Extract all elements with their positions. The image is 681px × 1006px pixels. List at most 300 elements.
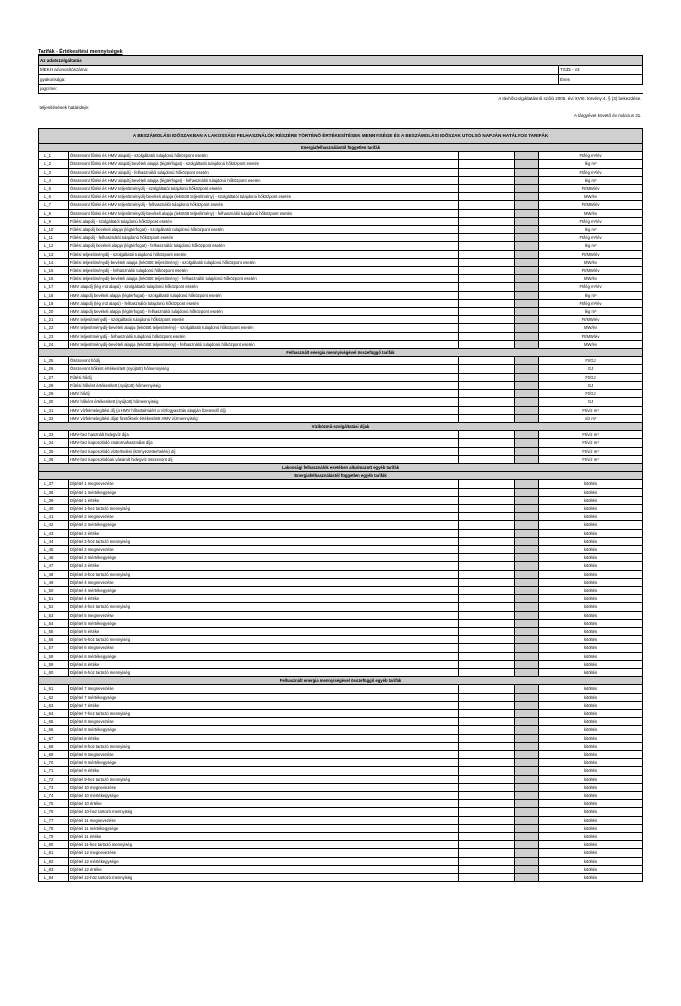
row-description: Díjtétel 11 megnevezése — [69, 816, 459, 824]
row-value-cell[interactable] — [459, 504, 515, 512]
row-grey-cell — [515, 267, 539, 275]
row-value-cell[interactable] — [459, 792, 515, 800]
row-value-cell[interactable] — [459, 865, 515, 873]
row-description: Összevont hőként értékesített (nyújtott) hőmennyiség — [69, 365, 459, 373]
row-value-cell[interactable] — [459, 833, 515, 841]
row-code: L_63 — [39, 701, 69, 709]
row-unit: kitöltés — [539, 775, 643, 783]
table-row — [39, 398, 643, 406]
row-code: L_36 — [39, 455, 69, 463]
row-unit: kitöltés — [539, 759, 643, 767]
row-description: Díjtétel 7 megnevezése — [69, 685, 459, 693]
row-code: L_74 — [39, 792, 69, 800]
table-row — [39, 357, 643, 365]
table-row — [39, 193, 643, 201]
row-value-cell[interactable] — [459, 324, 515, 332]
table-row — [39, 570, 643, 578]
row-description: HMV-hez használt hidegvíz díja — [69, 431, 459, 439]
row-description: Díjtétel 10-hez tartozó mennyiség — [69, 808, 459, 816]
row-value-cell[interactable] — [459, 759, 515, 767]
row-value-cell[interactable] — [459, 841, 515, 849]
row-value-cell[interactable] — [459, 291, 515, 299]
row-value-cell[interactable] — [459, 250, 515, 258]
row-unit: MW/év — [539, 209, 643, 217]
row-value-cell[interactable] — [459, 488, 515, 496]
table-row — [39, 258, 643, 266]
row-value-cell[interactable] — [459, 275, 515, 283]
row-description: Összevont hődíj — [69, 357, 459, 365]
row-unit: víz m³ — [539, 414, 643, 422]
row-value-cell[interactable] — [459, 636, 515, 644]
row-code: L_22 — [39, 324, 69, 332]
row-value-cell[interactable] — [459, 824, 515, 832]
row-value-cell[interactable] — [459, 439, 515, 447]
section-title: Víziközmű-szolgáltatási díjak — [39, 422, 643, 430]
row-unit: kitöltés — [539, 841, 643, 849]
row-code: L_52 — [39, 603, 69, 611]
row-description: Díjtétel 2 értéke — [69, 529, 459, 537]
row-description: HMV hőként értékesített (nyújtott) hőmennyiség — [69, 398, 459, 406]
table-row — [39, 414, 643, 422]
row-description: Díjtétel 5 értéke — [69, 627, 459, 635]
row-unit: kitöltés — [539, 578, 643, 586]
row-description: Díjtétel 11 értéke — [69, 833, 459, 841]
table-row — [39, 365, 643, 373]
row-unit: Ft/MW/év — [539, 185, 643, 193]
row-unit: kitöltés — [539, 595, 643, 603]
row-grey-cell — [515, 455, 539, 463]
row-grey-cell — [515, 291, 539, 299]
row-unit: kitöltés — [539, 496, 643, 504]
row-code: L_76 — [39, 808, 69, 816]
row-grey-cell — [515, 660, 539, 668]
table-row — [39, 742, 643, 750]
row-description: Díjtétel 1 értéke — [69, 496, 459, 504]
row-description: Díjtétel 3-hoz tartozó mennyiség — [69, 570, 459, 578]
row-description: Összevont fűtési és HMV alapdíj bevételi alapja (légtérfogat) - szolgáltatói tulajdonú hőközpont esetén — [69, 160, 459, 168]
row-description: Fűtési hőként értékesített (nyújtott) hőmennyiség — [69, 381, 459, 389]
row-value-cell[interactable] — [459, 193, 515, 201]
row-value-cell[interactable] — [459, 586, 515, 594]
row-value-cell[interactable] — [459, 521, 515, 529]
row-unit: Ft/MW/év — [539, 250, 643, 258]
table-row — [39, 168, 643, 176]
row-code: L_50 — [39, 586, 69, 594]
row-value-cell[interactable] — [459, 726, 515, 734]
row-description: Fűtési alapdíj - szolgáltatói tulajdonú hőközpont esetén — [69, 217, 459, 225]
table-row — [39, 545, 643, 553]
meta-label-frequency: gyakorisága: — [39, 75, 559, 85]
section-header-row — [39, 463, 643, 471]
row-description: HMV alapdíj bevételi alapja (légtérfogat) - felhasználói tulajdonú hőközpont esetén — [69, 308, 459, 316]
row-unit: kitöltés — [539, 480, 643, 488]
row-unit: Ft/víz m³ — [539, 439, 643, 447]
row-value-cell[interactable] — [459, 258, 515, 266]
table-row — [39, 201, 643, 209]
row-unit: kitöltés — [539, 718, 643, 726]
row-value-cell[interactable] — [459, 365, 515, 373]
row-value-cell[interactable] — [459, 316, 515, 324]
row-value-cell[interactable] — [459, 751, 515, 759]
table-row — [39, 529, 643, 537]
row-unit: kitöltés — [539, 586, 643, 594]
row-code: L_1 — [39, 152, 69, 160]
row-code: L_59 — [39, 660, 69, 668]
meta-deadline-label: teljesítésének határideje: — [39, 104, 90, 110]
meta-value-id: TS35 - v3 — [559, 65, 643, 75]
row-grey-cell — [515, 414, 539, 422]
row-description: Díjtétel 2-höz tartozó mennyiség — [69, 537, 459, 545]
row-value-cell[interactable] — [459, 611, 515, 619]
row-description: Díjtétel 8-hoz tartozó mennyiség — [69, 742, 459, 750]
row-value-cell[interactable] — [459, 775, 515, 783]
row-value-cell[interactable] — [459, 332, 515, 340]
row-unit: kitöltés — [539, 537, 643, 545]
table-row — [39, 267, 643, 275]
row-value-cell[interactable] — [459, 660, 515, 668]
row-value-cell[interactable] — [459, 595, 515, 603]
row-grey-cell — [515, 669, 539, 677]
row-value-cell[interactable] — [459, 808, 515, 816]
row-description: Díjtétel 6-hoz tartozó mennyiség — [69, 669, 459, 677]
row-value-cell[interactable] — [459, 669, 515, 677]
row-unit: kitöltés — [539, 833, 643, 841]
row-unit: Ft/GJ — [539, 357, 643, 365]
row-description: HMV vízfelmelegítési díj (a HMV hőtartalmáért a vízfogyasztás alapján fizetendő díj) — [69, 406, 459, 414]
table-row — [39, 242, 643, 250]
table-row — [39, 718, 643, 726]
row-value-cell[interactable] — [459, 627, 515, 635]
table-row — [39, 669, 643, 677]
row-description: Díjtétel 8 megnevezése — [69, 718, 459, 726]
row-code: L_20 — [39, 308, 69, 316]
row-unit: Ft/GJ — [539, 373, 643, 381]
row-grey-cell — [515, 857, 539, 865]
row-grey-cell — [515, 586, 539, 594]
row-grey-cell — [515, 308, 539, 316]
row-value-cell[interactable] — [459, 874, 515, 882]
section-header-row — [39, 349, 643, 357]
row-value-cell[interactable] — [459, 390, 515, 398]
row-code: L_64 — [39, 710, 69, 718]
row-value-cell[interactable] — [459, 529, 515, 537]
row-value-cell[interactable] — [459, 431, 515, 439]
row-code: L_43 — [39, 529, 69, 537]
row-grey-cell — [515, 627, 539, 635]
row-code: L_5 — [39, 185, 69, 193]
row-description: Díjtétel 10 megnevezése — [69, 783, 459, 791]
meta-label-id: MEKH azonosítószáma: — [39, 65, 559, 75]
row-unit: lég m³ — [539, 308, 643, 316]
row-value-cell[interactable] — [459, 693, 515, 701]
table-row — [39, 447, 643, 455]
row-grey-cell — [515, 611, 539, 619]
document-title: Tarifák - Értékesítési mennyiségek — [38, 49, 123, 55]
row-description: Fűtési alapdíj bevételi alapja (légtérfogat) - felhasználói tulajdonú hőközpont esetén — [69, 242, 459, 250]
row-code: L_38 — [39, 488, 69, 496]
row-code: L_45 — [39, 545, 69, 553]
row-value-cell[interactable] — [459, 242, 515, 250]
row-code: L_6 — [39, 193, 69, 201]
row-value-cell[interactable] — [459, 619, 515, 627]
row-description: Díjtétel 7 értéke — [69, 701, 459, 709]
row-grey-cell — [515, 340, 539, 348]
row-value-cell[interactable] — [459, 217, 515, 225]
row-unit: kitöltés — [539, 554, 643, 562]
row-value-cell[interactable] — [459, 406, 515, 414]
row-value-cell[interactable] — [459, 299, 515, 307]
row-unit: kitöltés — [539, 857, 643, 865]
row-grey-cell — [515, 685, 539, 693]
row-value-cell[interactable] — [459, 480, 515, 488]
row-code: L_54 — [39, 619, 69, 627]
row-value-cell[interactable] — [459, 710, 515, 718]
row-grey-cell — [515, 521, 539, 529]
row-code: L_44 — [39, 537, 69, 545]
row-grey-cell — [515, 603, 539, 611]
section-header-row — [39, 677, 643, 685]
row-value-cell[interactable] — [459, 734, 515, 742]
row-code: L_42 — [39, 521, 69, 529]
row-value-cell[interactable] — [459, 357, 515, 365]
row-unit: kitöltés — [539, 734, 643, 742]
row-description: Díjtétel 5-höz tartozó mennyiség — [69, 636, 459, 644]
row-unit: GJ — [539, 398, 643, 406]
row-code: L_12 — [39, 242, 69, 250]
row-unit: Ft/MW/év — [539, 267, 643, 275]
row-description: Díjtétel 4 mértékegysége — [69, 586, 459, 594]
row-value-cell[interactable] — [459, 685, 515, 693]
row-unit: kitöltés — [539, 504, 643, 512]
row-unit: GJ — [539, 365, 643, 373]
row-code: L_30 — [39, 398, 69, 406]
row-grey-cell — [515, 209, 539, 217]
table-row — [39, 176, 643, 184]
row-value-cell[interactable] — [459, 783, 515, 791]
row-grey-cell — [515, 242, 539, 250]
table-row — [39, 480, 643, 488]
row-description: HMV alapdíj (lég m3 alapú) - felhasználói tulajdonú hőközpont esetén — [69, 299, 459, 307]
row-description: Díjtétel 6 mértékegysége — [69, 652, 459, 660]
table-row — [39, 849, 643, 857]
row-value-cell[interactable] — [459, 373, 515, 381]
row-unit: Ft/MW/év — [539, 332, 643, 340]
row-grey-cell — [515, 751, 539, 759]
row-grey-cell — [515, 496, 539, 504]
row-value-cell[interactable] — [459, 160, 515, 168]
row-description: Díjtétel 9-hez tartozó mennyiség — [69, 775, 459, 783]
row-code: L_23 — [39, 332, 69, 340]
table-row — [39, 562, 643, 570]
row-value-cell[interactable] — [459, 742, 515, 750]
row-unit: Ft/lég m³/év — [539, 168, 643, 176]
row-code: L_51 — [39, 595, 69, 603]
row-value-cell[interactable] — [459, 554, 515, 562]
row-grey-cell — [515, 742, 539, 750]
row-description: HMV-hez kapcsolódóan vásárolt hidegvíz összevont díj — [69, 455, 459, 463]
row-grey-cell — [515, 390, 539, 398]
table-row — [39, 152, 643, 160]
row-unit: kitöltés — [539, 824, 643, 832]
row-description: Díjtétel 2 mértékegysége — [69, 521, 459, 529]
row-grey-cell — [515, 595, 539, 603]
row-value-cell[interactable] — [459, 816, 515, 824]
row-value-cell[interactable] — [459, 857, 515, 865]
row-code: L_67 — [39, 734, 69, 742]
row-value-cell[interactable] — [459, 578, 515, 586]
table-row — [39, 767, 643, 775]
row-description: Fűtési alapdíj bevételi alapja (légtérfogat) - szolgáltatói tulajdonú hőközpont esetén — [69, 226, 459, 234]
row-unit: MW/év — [539, 324, 643, 332]
row-value-cell[interactable] — [459, 176, 515, 184]
row-value-cell[interactable] — [459, 603, 515, 611]
row-grey-cell — [515, 324, 539, 332]
row-unit: lég m³ — [539, 226, 643, 234]
row-code: L_66 — [39, 726, 69, 734]
row-grey-cell — [515, 480, 539, 488]
row-description: Díjtétel 3 megnevezése — [69, 545, 459, 553]
table-row — [39, 586, 643, 594]
row-code: L_34 — [39, 439, 69, 447]
row-grey-cell — [515, 693, 539, 701]
row-code: L_48 — [39, 570, 69, 578]
row-value-cell[interactable] — [459, 537, 515, 545]
row-grey-cell — [515, 562, 539, 570]
row-unit: kitöltés — [539, 865, 643, 873]
row-value-cell[interactable] — [459, 570, 515, 578]
table-row — [39, 431, 643, 439]
row-code: L_53 — [39, 611, 69, 619]
row-value-cell[interactable] — [459, 767, 515, 775]
row-grey-cell — [515, 299, 539, 307]
row-value-cell[interactable] — [459, 800, 515, 808]
row-grey-cell — [515, 152, 539, 160]
table-row — [39, 381, 643, 389]
row-code: L_37 — [39, 480, 69, 488]
row-grey-cell — [515, 365, 539, 373]
row-grey-cell — [515, 734, 539, 742]
table-row — [39, 324, 643, 332]
row-grey-cell — [515, 406, 539, 414]
row-value-cell[interactable] — [459, 398, 515, 406]
row-unit: kitöltés — [539, 874, 643, 882]
table-row — [39, 841, 643, 849]
row-unit: kitöltés — [539, 562, 643, 570]
row-description: Díjtétel 7 mértékegysége — [69, 693, 459, 701]
row-value-cell[interactable] — [459, 340, 515, 348]
row-value-cell[interactable] — [459, 168, 515, 176]
table-row — [39, 734, 643, 742]
row-unit: kitöltés — [539, 816, 643, 824]
row-unit: kitöltés — [539, 611, 643, 619]
row-grey-cell — [515, 554, 539, 562]
row-description: HMV teljesítménydíj-bevételi alapja (lekötött teljesítmény) - felhasználói tulajdonú hőközpont esetén — [69, 340, 459, 348]
row-value-cell[interactable] — [459, 513, 515, 521]
meta-label-legal: jogcíme: — [39, 84, 559, 94]
row-value-cell[interactable] — [459, 652, 515, 660]
meta-value-legal-blank — [559, 84, 643, 94]
row-value-cell[interactable] — [459, 414, 515, 422]
row-grey-cell — [515, 644, 539, 652]
row-value-cell[interactable] — [459, 283, 515, 291]
row-value-cell[interactable] — [459, 201, 515, 209]
row-description: Fűtési teljesítménydíj-bevételi alapja (lekötött teljesítmény) - szolgáltatói tulajdonú hőközpont esetén — [69, 258, 459, 266]
row-grey-cell — [515, 767, 539, 775]
row-value-cell[interactable] — [459, 701, 515, 709]
meta-table — [38, 55, 643, 120]
row-description: Díjtétel 4 megnevezése — [69, 578, 459, 586]
row-code: L_40 — [39, 504, 69, 512]
row-description: Díjtétel 8 értéke — [69, 734, 459, 742]
row-value-cell[interactable] — [459, 562, 515, 570]
meta-header: Az adatszolgáltatás — [39, 56, 643, 66]
row-value-cell[interactable] — [459, 234, 515, 242]
row-code: L_58 — [39, 652, 69, 660]
table-row — [39, 611, 643, 619]
row-code: L_15 — [39, 267, 69, 275]
row-value-cell[interactable] — [459, 381, 515, 389]
row-value-cell[interactable] — [459, 644, 515, 652]
row-value-cell[interactable] — [459, 185, 515, 193]
row-value-cell[interactable] — [459, 849, 515, 857]
table-row — [39, 751, 643, 759]
table-row — [39, 185, 643, 193]
row-grey-cell — [515, 759, 539, 767]
row-description: Díjtétel 12 megnevezése — [69, 849, 459, 857]
row-value-cell[interactable] — [459, 267, 515, 275]
row-grey-cell — [515, 258, 539, 266]
row-grey-cell — [515, 652, 539, 660]
row-unit: kitöltés — [539, 751, 643, 759]
row-value-cell[interactable] — [459, 209, 515, 217]
row-description: Díjtétel 12 értéke — [69, 865, 459, 873]
row-description: Fűtési alapdíj - felhasználói tulajdonú hőközpont esetén — [69, 234, 459, 242]
row-value-cell[interactable] — [459, 308, 515, 316]
row-code: L_84 — [39, 874, 69, 882]
table-row — [39, 800, 643, 808]
row-unit: Ft/MW/év — [539, 316, 643, 324]
row-value-cell[interactable] — [459, 447, 515, 455]
table-row — [39, 496, 643, 504]
row-code: L_73 — [39, 783, 69, 791]
row-unit: kitöltés — [539, 619, 643, 627]
row-grey-cell — [515, 234, 539, 242]
row-description: Díjtétel 2 megnevezése — [69, 513, 459, 521]
row-description: Díjtétel 9 mértékegysége — [69, 759, 459, 767]
row-description: HMV alapdíj (lég m3 alapú) - szolgáltatói tulajdonú hőközpont esetén — [69, 283, 459, 291]
row-value-cell[interactable] — [459, 152, 515, 160]
table-row — [39, 660, 643, 668]
row-code: L_61 — [39, 685, 69, 693]
row-value-cell[interactable] — [459, 718, 515, 726]
table-row — [39, 332, 643, 340]
row-value-cell[interactable] — [459, 496, 515, 504]
row-unit: Ft/víz m³ — [539, 406, 643, 414]
row-code: L_24 — [39, 340, 69, 348]
row-code: L_65 — [39, 718, 69, 726]
section-header-row — [39, 472, 643, 480]
row-value-cell[interactable] — [459, 455, 515, 463]
row-code: L_56 — [39, 636, 69, 644]
table-row — [39, 234, 643, 242]
row-code: L_57 — [39, 644, 69, 652]
row-value-cell[interactable] — [459, 226, 515, 234]
row-unit: kitöltés — [539, 660, 643, 668]
row-value-cell[interactable] — [459, 545, 515, 553]
section-title: Lakossági felhasználók esetében alkalmazott egyéb tarifák — [39, 463, 643, 471]
table-row — [39, 808, 643, 816]
table-row — [39, 160, 643, 168]
